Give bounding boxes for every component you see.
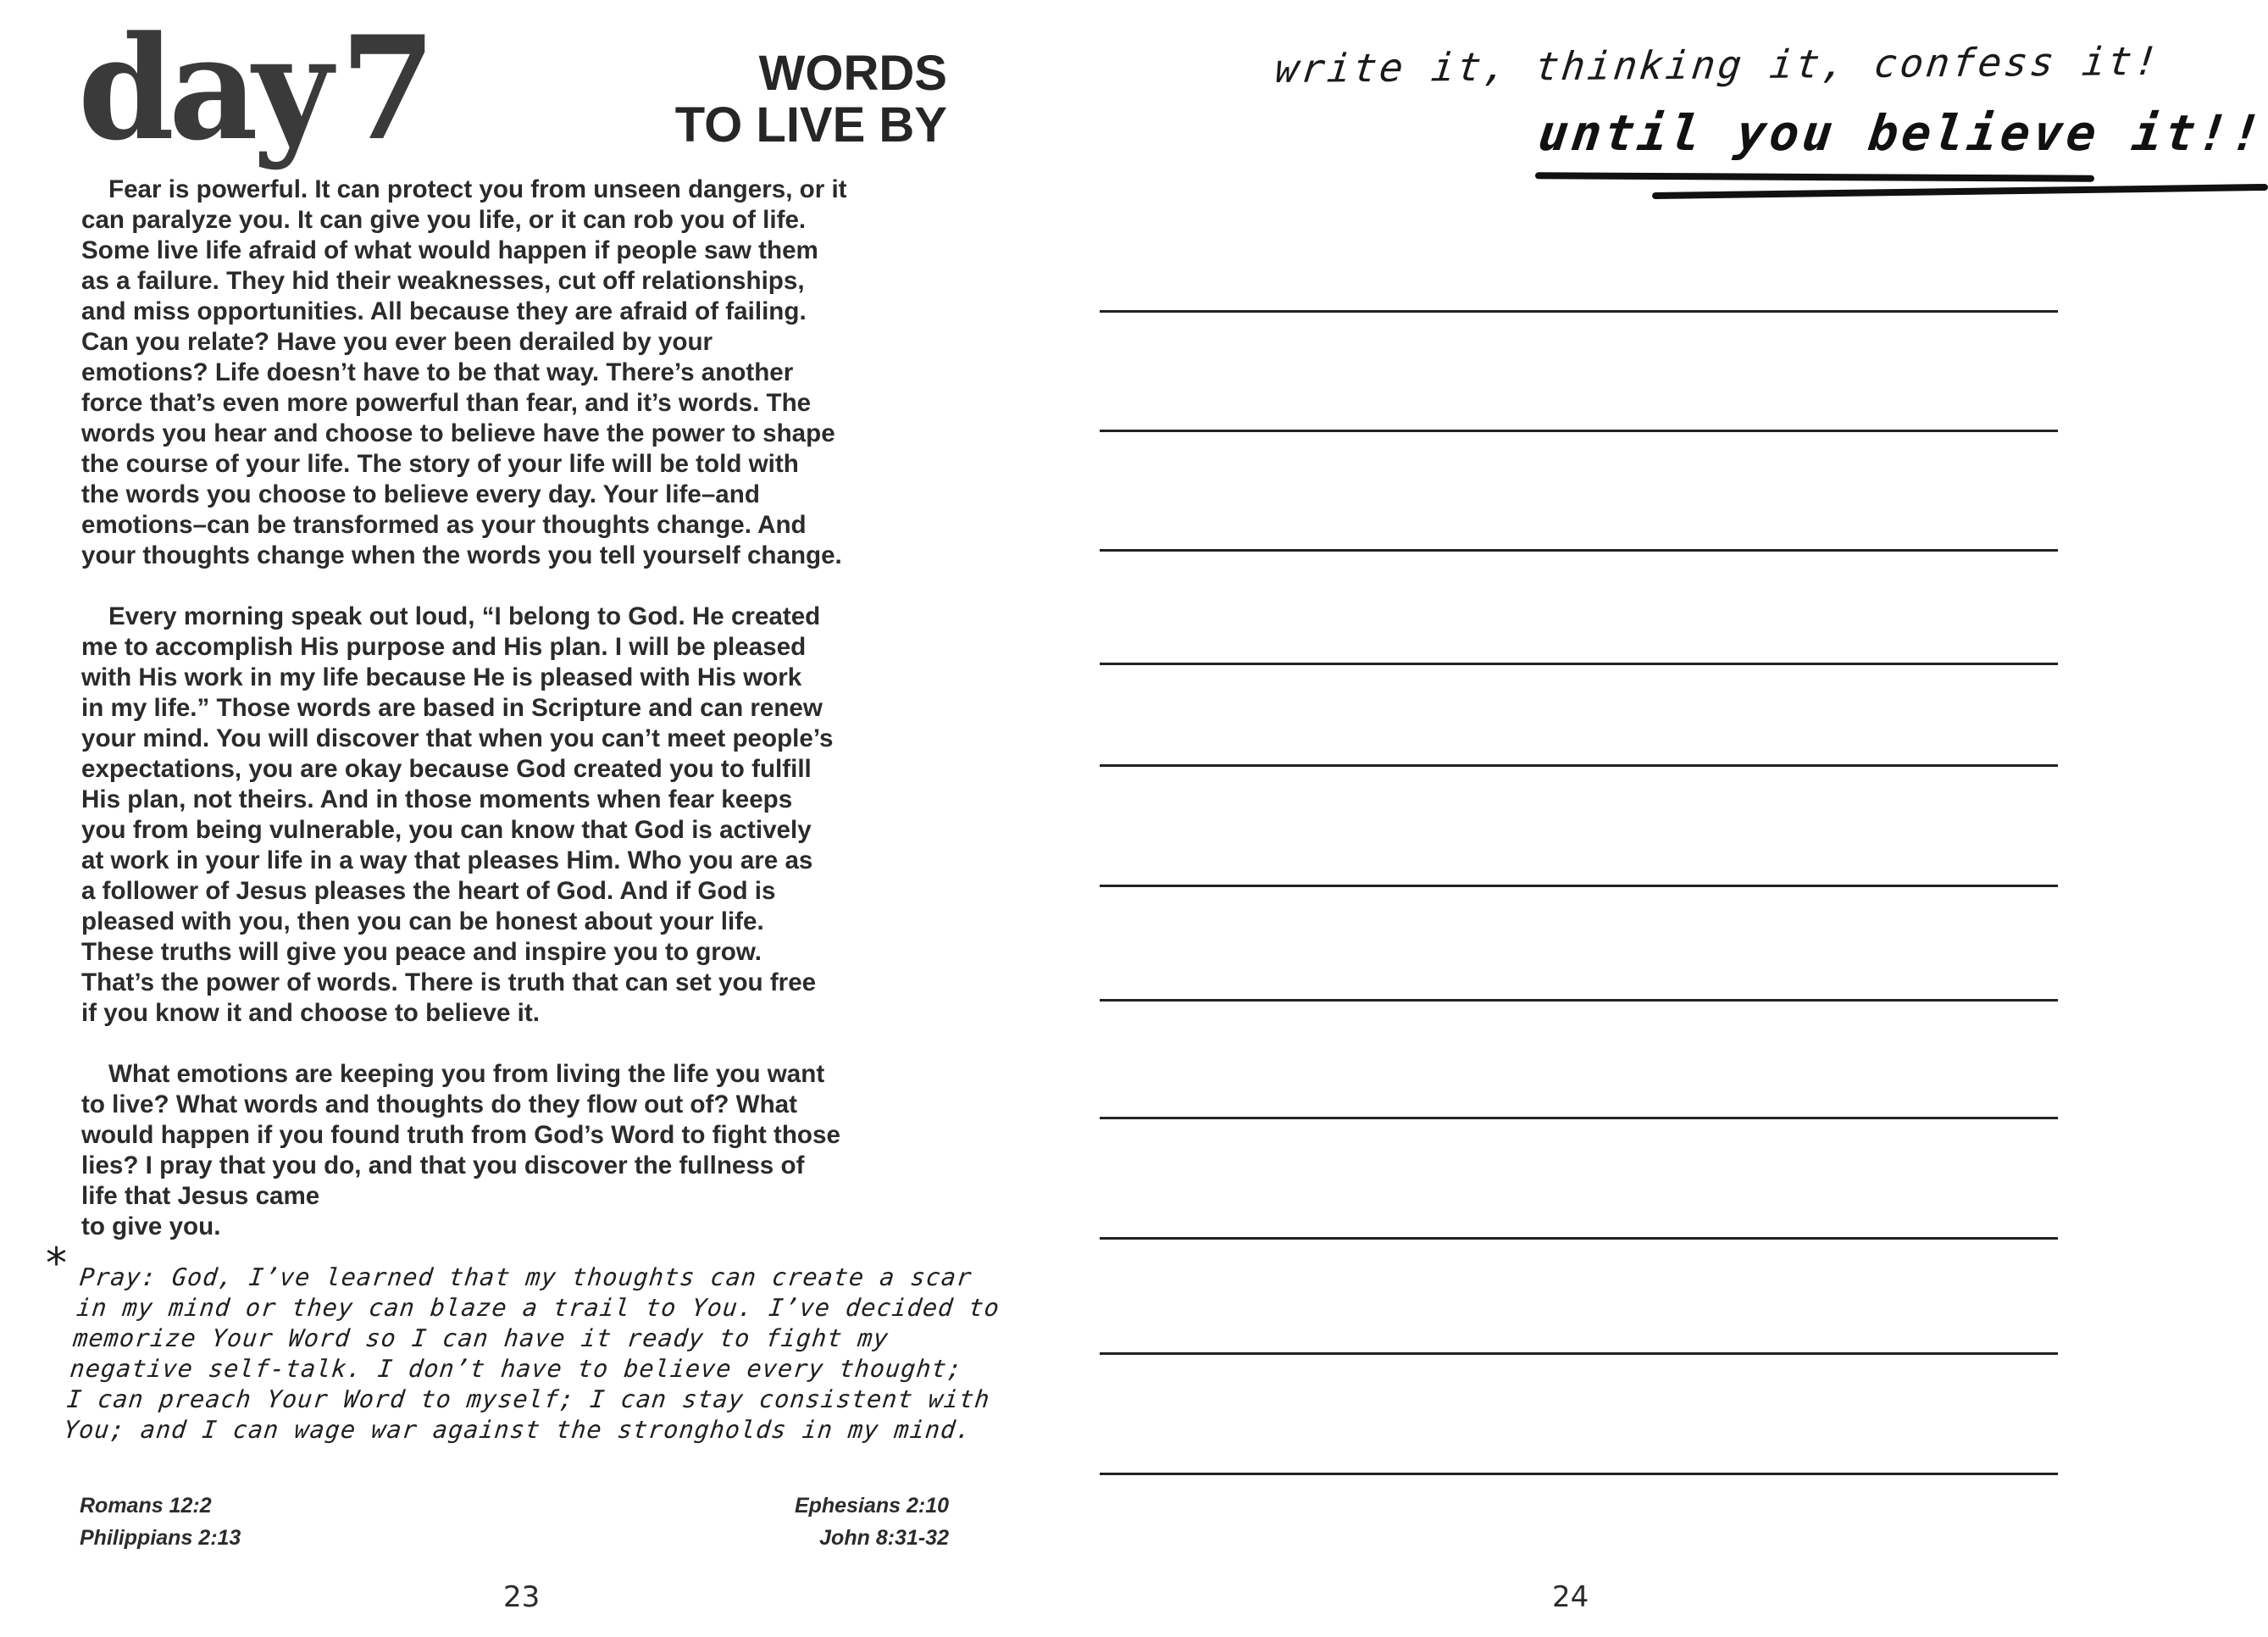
text-line: the course of your life. The story of your life will be told with [81,450,799,478]
text-line: me to accomplish His purpose and His plan. I will be pleased [81,633,807,661]
writing-line [1100,1473,2058,1475]
text-line: would happen if you found truth from God’s Word to fight those [81,1121,840,1149]
tagline-underline [1535,172,2094,181]
text-line: emotions? Life doesn’t have to be that way. There’s another [81,358,794,386]
asterisk-icon: * [46,1239,67,1288]
text-line: Fear is powerful. It can protect you from unseen dangers, or it [108,175,847,203]
text-line: force that’s even more powerful than fear, and it’s words. The [81,389,812,417]
writing-line [1100,1352,2058,1355]
writing-line [1100,1237,2058,1240]
text-line: your mind. You will discover that when you can’t meet people’s [81,724,834,752]
text-line: can paralyze you. It can give you life, or it can rob you of life. [81,206,807,234]
scripture-reference: Romans 12:2 [80,1494,212,1518]
prayer-line: negative self-talk. I don’t have to believe every thought; [69,1355,964,1383]
text-line: emotions–can be transformed as your thoughts change. And [81,511,807,539]
scripture-reference: John 8:31-32 [819,1526,949,1550]
writing-line [1100,430,2058,432]
day-label: day [78,4,327,172]
text-line: a follower of Jesus pleases the heart of God. And if God is [81,877,776,905]
text-line: with His work in my life because He is pleased with His work [81,663,802,691]
journal-tagline: write it, thinking it, confess it! [1273,37,2164,92]
text-line: you from being vulnerable, you can know that God is actively [81,816,812,844]
text-line: the words you choose to believe every day. Your life–and [81,480,760,508]
text-line: if you know it and choose to believe it. [81,999,540,1027]
text-line: That’s the power of words. There is truth that can set you free [81,968,817,996]
section-title-line: TO LIVE BY [674,97,947,153]
text-line: These truths will give you peace and inspire you to grow. [81,938,762,966]
paragraph [81,1059,996,1242]
prayer-line: Pray: God, I’ve learned that my thoughts can create a scar [78,1263,974,1291]
prayer-line: I can preach Your Word to myself; I can stay consistent with [65,1385,992,1413]
text-line: expectations, you are okay because God created you to fulfill [81,755,812,783]
text-line: lies? I pray that you do, and that you discover the fullness of [81,1151,805,1179]
writing-line [1100,885,2058,887]
devotional-text [81,175,996,1273]
writing-line [1100,764,2058,767]
prayer-line: memorize Your Word so I can have it ready to fight my [71,1324,890,1352]
section-title [508,47,947,151]
text-line: Can you relate? Have you ever been derailed by your [81,328,713,356]
text-line: Every morning speak out loud, “I belong to God. He created [108,602,821,630]
page-number: 24 [1552,1580,1589,1614]
text-line: your thoughts change when the words you tell yourself change. [81,541,842,569]
page-number: 23 [503,1580,541,1614]
writing-line [1100,310,2058,313]
tagline-underline [1652,184,2268,199]
paragraph [81,602,996,1029]
writing-line [1100,663,2058,665]
scripture-reference: Ephesians 2:10 [794,1494,949,1518]
text-line: pleased with you, then you can be honest about your life. [81,907,764,935]
text-line: as a failure. They hid their weaknesses, cut off relationships, [81,267,805,295]
paragraph [81,175,996,571]
prayer-block [62,1262,1001,1446]
section-title-line: WORDS [758,46,947,101]
text-line: His plan, not theirs. And in those moments when fear keeps [81,785,793,813]
prayer-line: in my mind or they can blaze a trail to You. I’ve decided to [75,1294,1001,1322]
text-line: life that Jesus came [81,1182,320,1210]
day-heading [78,4,430,172]
text-line: What emotions are keeping you from living the life you want [108,1060,825,1088]
journal-tagline-emphasis: until you believe it!! [1535,104,2268,162]
writing-line [1100,1117,2058,1119]
right-page [1059,0,2268,1637]
scripture-reference: Philippians 2:13 [80,1526,241,1550]
text-line: in my life.” Those words are based in Scripture and can renew [81,694,823,722]
writing-line [1100,999,2058,1002]
left-page [0,0,1059,1637]
day-number: 7 [340,4,430,172]
text-line: and miss opportunities. All because they are afraid of failing. [81,297,807,325]
text-line: Some live life afraid of what would happen if people saw them [81,236,818,264]
text-line: at work in your life in a way that pleases Him. Who you are as [81,846,813,874]
text-line: words you hear and choose to believe have the power to shape [81,419,835,447]
text-line: to give you. [81,1212,221,1240]
prayer-line: You; and I can wage war against the strongholds in my mind. [62,1416,973,1444]
writing-line [1100,549,2058,552]
text-line: to live? What words and thoughts do they flow out of? What [81,1090,797,1118]
